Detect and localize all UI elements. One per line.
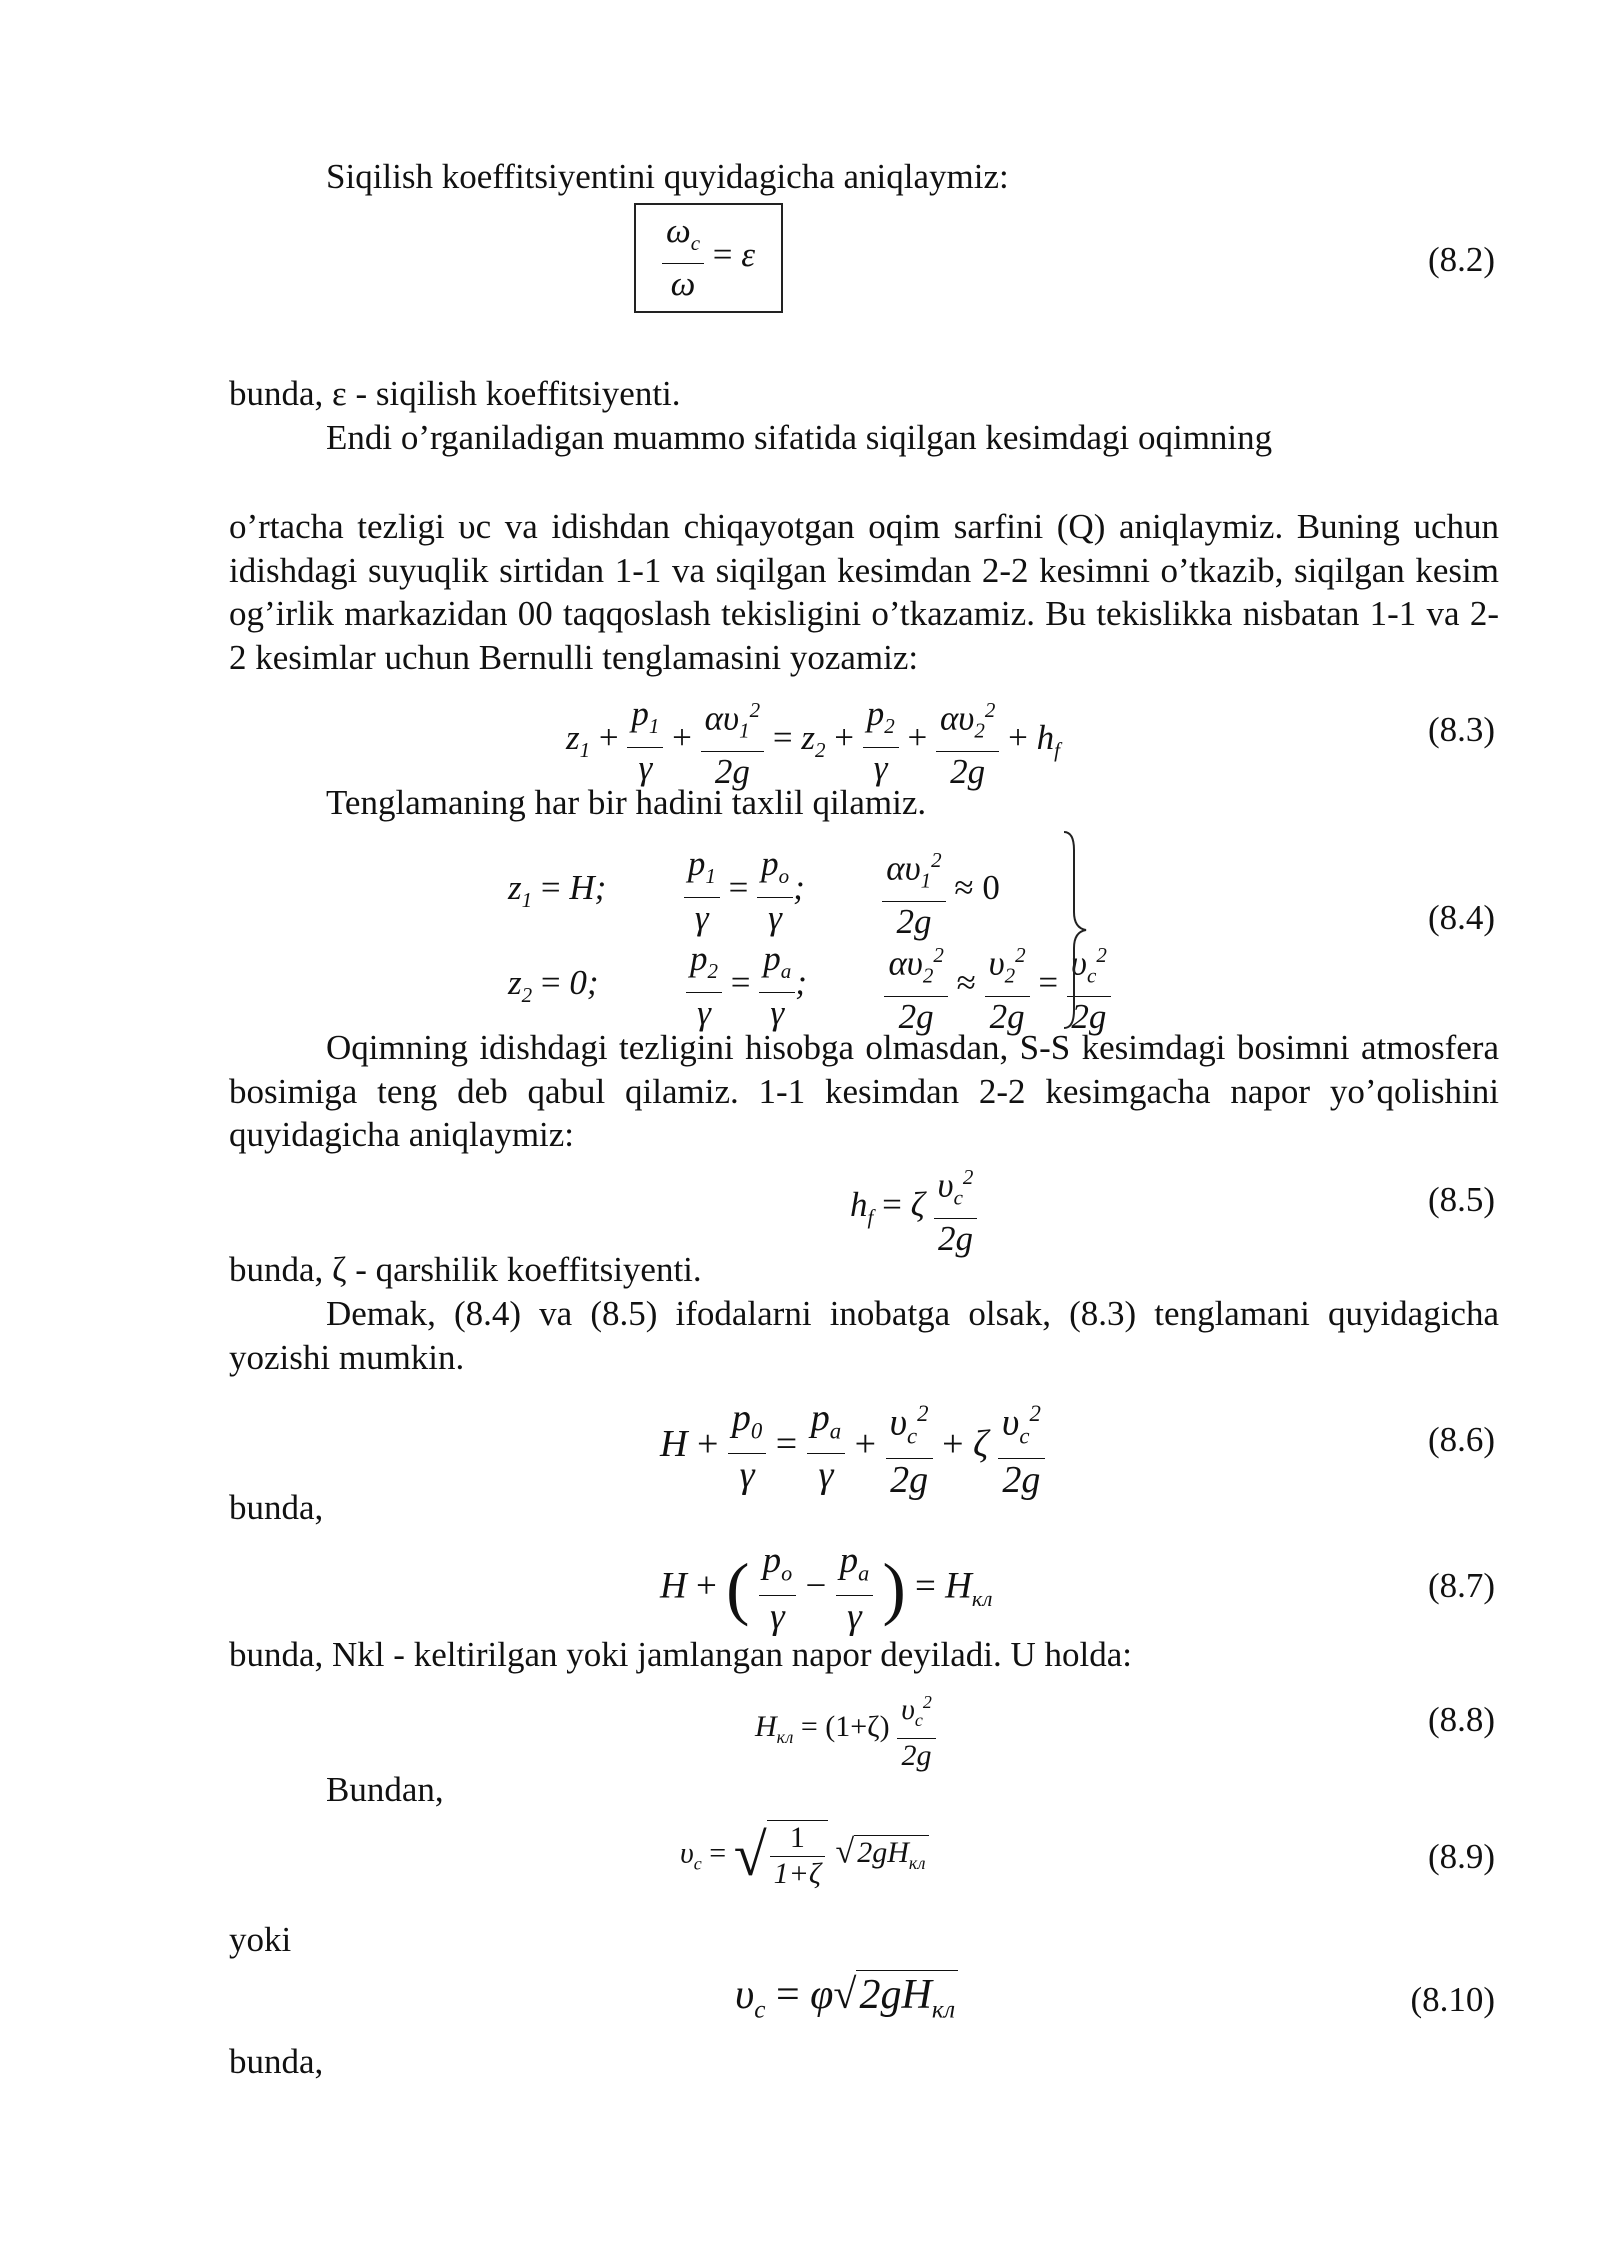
paragraph-combine: Demak, (8.4) va (8.5) ifodalarni inobatga olsak, (8.3) tenglamani quyidagicha yozishi mumkin. (229, 1294, 1499, 1377)
equation-8-2: $\frac{\omega_c}{\omega}$ = ε (634, 203, 783, 313)
equation-number-8-8: (8.8) (1427, 1700, 1495, 1739)
paragraph-napor-text: bunda, Nkl - keltirilgan yoki jamlangan napor deyiladi. U holda: (229, 1635, 1132, 1674)
equation-number-8-10: (8.10) (1410, 1980, 1495, 2019)
paragraph-bundan: Bundan, (326, 1770, 444, 1809)
paragraph-head-loss: Oqimning idishdagi tezligini hisobga olmasdan, S-S kesimdagi bosimni atmosfera bosimiga teng deb qabul qilamiz. 1-1 kesimdan 2-2 kesimgacha napor yo’qolishini quyidagicha aniqlaymiz: (229, 1028, 1499, 1154)
equation-8-9: $\upsilon_c$ = √ $\frac{1}{1+\zeta}$ √ $2gH_{кл}$ (680, 1820, 929, 1891)
equation-number-8-9: (8.9) (1427, 1837, 1495, 1876)
equation-number-8-2: (8.2) (1427, 240, 1495, 279)
equation-8-4-row-1: $z_1 = H$; $\frac{p_1}{\gamma}$ = $\frac{p_o}{\gamma}$ ; $\frac{\alpha\upsilon_1^2}{2g}$ ≈ 0 (508, 840, 1000, 942)
equation-8-4-row-2: $z_2 = 0$; $\frac{p_2}{\gamma}$ = $\frac{p_a}{\gamma}$ ; $\frac{\alpha\upsilon_2^2}{2g}$ ≈ $\frac{\upsilon_2^2}{2g}$ = $\frac{\upsilon_c^2}{2g}$ (508, 935, 1111, 1037)
paragraph-zeta-definition: bunda, ζ - qarshilik koeffitsiyenti. (229, 1250, 702, 1289)
equation-number-8-7: (8.7) (1427, 1566, 1495, 1605)
paragraph-epsilon-definition: bunda, ε - siqilish koeffitsiyenti. (229, 374, 681, 413)
paragraph-bunda-2: bunda, (229, 2042, 324, 2081)
equation-number-8-3: (8.3) (1427, 710, 1495, 749)
equation-number-8-5: (8.5) (1427, 1180, 1495, 1219)
paragraph-napor-definition (229, 1633, 1499, 1677)
equation-8-10: $\upsilon_c = \varphi√2gH_{кл}$ (735, 1970, 958, 2024)
equation-8-5: $h_f = \zeta$ $\frac{\upsilon_c^2}{2g}$ (850, 1157, 977, 1259)
paragraph-intro: Siqilish koeffitsiyentini quyidagicha aniqlaymiz: (326, 157, 1009, 196)
paragraph-bernoulli-setup: o’rtacha tezligi υc va idishdan chiqayotgan oqim sarfini (Q) aniqlaymiz. Buning uchun idishdagi suyuqlik sirtidan 1-1 va siqilgan kesimdan 2-2 kesimni o’tkazib, siqilgan kesim og’irlik markazidan 00 taqqoslash tekisligini o’tkazamiz. Bu tekislikka nisbatan 1-1 va 2-2 kesimlar uchun Bernulli tenglamasini yozamiz: (229, 507, 1499, 677)
paragraph-analysis: Tenglamaning har bir hadini taxlil qilamiz. (326, 783, 927, 822)
paragraph-problem: Endi o’rganiladigan muammo sifatida siqilgan kesimdagi oqimning (326, 418, 1273, 457)
equation-8-3: $z_1$ + $\frac{p_1}{\gamma}$ + $\frac{\alpha\upsilon_1^2}{2g}$ = $z_2$ + $\frac{p_2}{\gamma}$ + $\frac{\alpha\upsilon_2^2}{2g}$ + $h_f$ (566, 690, 1060, 792)
paragraph-yoki: yoki (229, 1920, 292, 1959)
equation-8-8: $H_{кл} = (1+\zeta)$ $\frac{\upsilon_c^2}{2g}$ (755, 1685, 936, 1773)
equation-number-8-4: (8.4) (1427, 898, 1495, 937)
equation-number-8-6: (8.6) (1427, 1420, 1495, 1459)
paragraph-bunda-1: bunda, (229, 1488, 324, 1527)
equation-8-7: H + ( $\frac{p_o}{\gamma}$ − $\frac{p_a}{\gamma}$ ) = $H_{кл}$ (660, 1540, 993, 1637)
right-brace-icon (1060, 830, 1090, 1030)
equation-8-6: H + $\frac{p_0}{\gamma}$ = $\frac{p_a}{\gamma}$ + $\frac{\upsilon_c^2}{2g}$ + ζ $\frac{\upsilon_c^2}{2g}$ (660, 1392, 1045, 1503)
